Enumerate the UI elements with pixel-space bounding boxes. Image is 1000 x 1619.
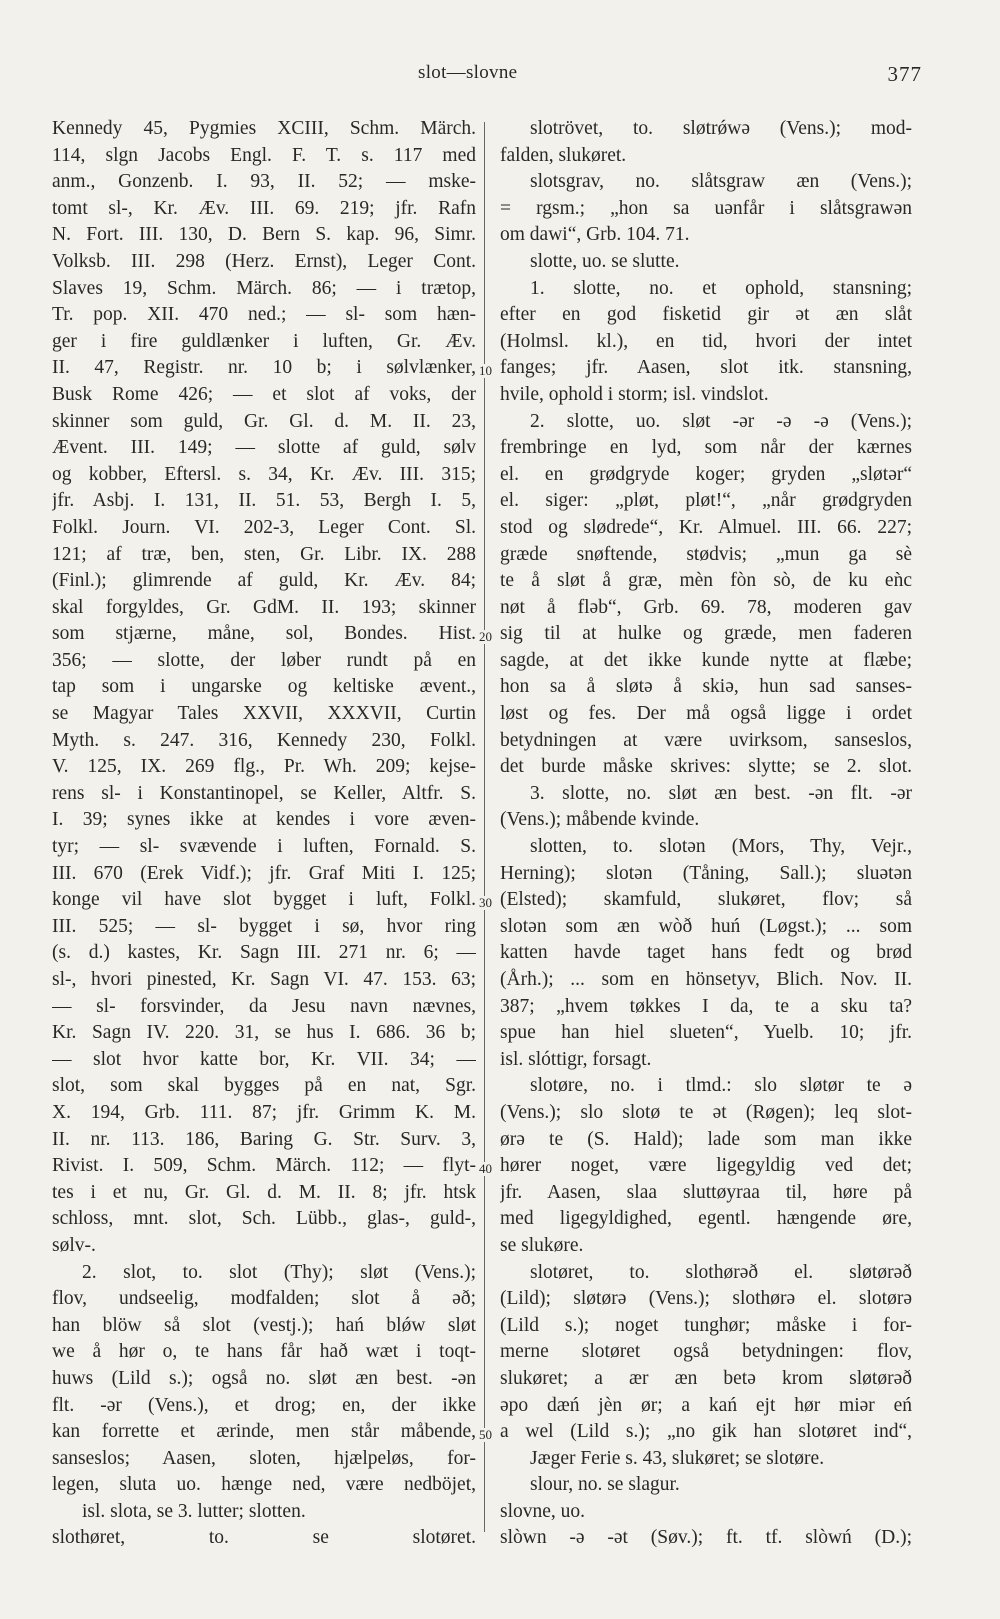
- left-column-line: kan forrette et ærinde, men står måbende,: [52, 1421, 476, 1443]
- right-column-line: Herning); slotən (Tåning, Sall.); sluətən: [500, 862, 912, 884]
- right-column-line: efter en god fisketid gir ət æn slåt: [500, 304, 912, 326]
- right-column-line: (Årh.); ... som en hönsetyv, Blich. Nov. II.: [500, 969, 912, 990]
- left-column-line: schloss, mnt. slot, Sch. Lübb., glas-, guld-,: [52, 1208, 476, 1230]
- left-column-line: rens sl- i Konstantinopel, se Keller, Altfr. S.: [52, 782, 476, 804]
- left-column-line: V. 125, IX. 269 flg., Pr. Wh. 209; kejse-: [52, 756, 476, 778]
- right-column-line: med ligegyldighed, egentl. hængende øre,: [500, 1208, 912, 1230]
- right-column-line: 3. slotte, no. sløt æn best. -ən flt. -ər: [530, 782, 912, 804]
- line-number-30: 30: [479, 895, 492, 910]
- left-column-line: N. Fort. III. 130, D. Bern S. kap. 96, Simr.: [52, 224, 476, 246]
- left-column-line: huws (Lild s.); også no. sløt æn best. -ən: [52, 1367, 476, 1389]
- right-column-line: ørə te (S. Hald); lade som man ikke: [500, 1128, 912, 1150]
- right-column-line: el. siger: „pløt, pløt!“, „når grødgryden: [500, 490, 912, 512]
- right-column-line: te å sløt å græ, mèn fòn sò, de ku eǹc: [500, 570, 912, 592]
- right-column-line: (Holmsl. kl.), en tid, hvori der intet: [500, 330, 912, 352]
- left-column-line: Tr. pop. XII. 470 ned.; — sl- som hæn-: [52, 304, 476, 326]
- left-column-line: Rivist. I. 509, Schm. Märch. 112; — flyt-: [52, 1155, 476, 1177]
- left-column-line: Slaves 19, Schm. Märch. 86; — i trætop,: [52, 277, 476, 299]
- left-column-line: som stjærne, måne, sol, Bondes. Hist.: [52, 623, 476, 645]
- right-column-line: sig til at hulke og græde, men faderen: [500, 623, 912, 645]
- right-column-line: fanges; jfr. Aasen, slot itk. stansning,: [500, 357, 912, 379]
- right-column-line: slotøret, to. slothørəð el. sløtørəð: [530, 1261, 912, 1283]
- right-column-line: 387; „hvem tøkkes I da, te a sku ta?: [500, 995, 912, 1017]
- right-column-line: slòwn -ə -ət (Søv.); ft. tf. slòwń (D.);: [500, 1527, 912, 1549]
- left-column-line: tap som i ungarske og keltiske ævent.,: [52, 676, 476, 698]
- right-column-line: (Lild); sløtørə (Vens.); slothørə el. slotørə: [500, 1288, 912, 1310]
- left-column-line: flt. -ər (Vens.), et drog; en, der ikke: [52, 1394, 476, 1416]
- right-column-line: hvile, ophold i storm; isl. vindslot.: [500, 383, 769, 405]
- right-column-line: katten havde taget hans fedt og brød: [500, 942, 912, 964]
- left-column-line: I. 39; synes ikke at kendes i vore æven-: [52, 809, 476, 831]
- right-column-line: om dawi“, Grb. 104. 71.: [500, 224, 690, 246]
- right-column-line: = rgsm.; „hon sa uənfår i slåtsgrawən: [500, 197, 912, 219]
- right-column-line: græde snøftende, stødvis; „mun ga sè: [500, 543, 912, 565]
- line-number-20: 20: [479, 629, 492, 644]
- line-number-10: 10: [479, 363, 492, 378]
- left-column-line: slothøret, to. se slotøret.: [52, 1527, 476, 1549]
- left-column-line: Volksb. III. 298 (Herz. Ernst), Leger Cont.: [52, 250, 476, 272]
- left-column-line: og kobber, Eftersl. s. 34, Kr. Æv. III. 315;: [52, 463, 476, 485]
- left-column-line: konge vil have slot bygget i luft, Folkl.: [52, 889, 476, 911]
- line-number-50: 50: [479, 1427, 492, 1442]
- left-column-line: — slot hvor katte bor, Kr. VII. 34; —: [52, 1048, 476, 1070]
- right-column-line: jfr. Aasen, slaa sluttøyraa til, høre på: [500, 1181, 912, 1203]
- left-column-line: sølv-.: [52, 1234, 96, 1256]
- right-column-line: (Vens.); slo slotø te ət (Røgen); leq slot-: [500, 1101, 912, 1123]
- left-column-line: X. 194, Grb. 111. 87; jfr. Grimm K. M.: [52, 1101, 476, 1123]
- left-column-line: — sl- forsvinder, da Jesu navn nævnes,: [52, 995, 476, 1017]
- right-column-line: a wel (Lild s.); „no gik han slotøret ind“,: [500, 1421, 912, 1443]
- left-column-line: 121; af træ, ben, sten, Gr. Libr. IX. 288: [52, 543, 476, 565]
- page-number: 377: [887, 62, 922, 86]
- left-column-line: jfr. Asbj. I. 131, II. 51. 53, Bergh I. 5,: [52, 490, 476, 512]
- right-column-line: nøt å fləb“, Grb. 69. 78, moderen gav: [500, 596, 912, 618]
- left-column-line: flov, undseelig, modfalden; slot å əð;: [52, 1288, 476, 1310]
- right-column-line: det burde måske skrives: slytte; se 2. slot.: [500, 756, 912, 778]
- left-column-line: Kennedy 45, Pygmies XCIII, Schm. Märch.: [52, 118, 476, 139]
- right-column-line: el. en grødgryde koger; gryden „sløtər“: [500, 463, 912, 485]
- running-head: slot—slovne: [418, 62, 518, 83]
- right-column-line: slotrövet, to. sløtrǿwə (Vens.); mod-: [530, 118, 912, 139]
- left-column-line: sl-, hvori pinested, Kr. Sagn VI. 47. 153. 63;: [52, 969, 476, 990]
- left-column-line: sanseslos; Aasen, sloten, hjælpeløs, for-: [52, 1447, 476, 1469]
- left-column-line: skal forgyldes, Gr. GdM. II. 193; skinner: [52, 596, 476, 618]
- right-column-line: slovne, uo.: [500, 1500, 586, 1522]
- right-column-line: slotte, uo. se slutte.: [530, 250, 680, 272]
- right-column-line: slotən som æn wòð huń (Løgst.); ... som: [500, 915, 912, 937]
- left-column-line: (Finl.); glimrende af guld, Kr. Æv. 84;: [52, 570, 476, 592]
- right-column-line: stod og slødrede“, Kr. Almuel. III. 66. 227;: [500, 516, 912, 538]
- right-column-line: frembringe en lyd, som når der kærnes: [500, 437, 912, 459]
- right-column-line: falden, slukøret.: [500, 144, 627, 166]
- right-column-line: isl. slóttigr, forsagt.: [500, 1048, 652, 1070]
- column-divider: [484, 122, 485, 1532]
- left-column-line: anm., Gonzenb. I. 93, II. 52; — mske-: [52, 171, 476, 193]
- left-column-line: Myth. s. 247. 316, Kennedy 230, Folkl.: [52, 729, 476, 751]
- right-column-line: (Elsted); skamfuld, slukøret, flov; så: [500, 889, 912, 911]
- left-column-line: isl. slota, se 3. lutter; slotten.: [82, 1500, 306, 1522]
- right-column-line: slotsgrav, no. slåtsgraw æn (Vens.);: [530, 171, 912, 193]
- right-column-line: (Lild s.); noget tunghør; måske i for-: [500, 1314, 912, 1336]
- right-column: [500, 116, 912, 1552]
- line-number-40: 40: [479, 1161, 492, 1176]
- right-column-line: merne slotøret også betydningen: flov,: [500, 1341, 912, 1363]
- right-column-line: hon sa å sløtə å skiə, hun sad sanses-: [500, 676, 912, 698]
- left-column-line: Ævent. III. 149; — slotte af guld, sølv: [52, 437, 476, 459]
- left-column-line: III. 670 (Erek Vidf.); jfr. Graf Miti I. 125;: [52, 862, 476, 884]
- right-column-line: spue han hiel slueten“, Yuelb. 10; jfr.: [500, 1022, 912, 1044]
- right-column-line: sagde, at det ikke kunde nytte at flæbe;: [500, 649, 912, 671]
- right-column-line: 1. slotte, no. et ophold, stansning;: [530, 277, 912, 299]
- left-column-line: 2. slot, to. slot (Thy); sløt (Vens.);: [82, 1261, 476, 1283]
- right-column-line: slotten, to. slotən (Mors, Thy, Vejr.,: [530, 836, 912, 858]
- left-column-line: tyr; — sl- svævende i luften, Fornald. S.: [52, 836, 476, 858]
- left-column-line: 356; — slotte, der løber rundt på en: [52, 649, 476, 671]
- right-column-line: betydningen at være uvirksom, sanseslos,: [500, 729, 912, 751]
- left-column-line: slot, som skal bygges på en nat, Sgr.: [52, 1075, 476, 1097]
- left-column-line: II. 47, Registr. nr. 10 b; i sølvlænker,: [52, 357, 476, 379]
- left-column-line: skinner som guld, Gr. Gl. d. M. II. 23,: [52, 410, 476, 432]
- left-column-line: ger i fire guldlænker i luften, Gr. Æv.: [52, 330, 476, 352]
- right-column-line: 2. slotte, uo. sløt -ər -ə -ə (Vens.);: [530, 410, 912, 432]
- left-column: [52, 116, 476, 1552]
- right-column-line: se slukøre.: [500, 1234, 584, 1256]
- left-column-line: tomt sl-, Kr. Æv. III. 69. 219; jfr. Rafn: [52, 197, 476, 219]
- left-column-line: Busk Rome 426; — et slot af voks, der: [52, 383, 476, 405]
- left-column-line: Folkl. Journ. VI. 202-3, Leger Cont. Sl.: [52, 516, 476, 538]
- left-column-line: (s. d.) kastes, Kr. Sagn III. 271 nr. 6; —: [52, 942, 476, 964]
- left-column-line: se Magyar Tales XXVII, XXXVII, Curtin: [52, 703, 476, 725]
- right-column-line: hører noget, være ligegyldig ved det;: [500, 1155, 912, 1177]
- left-column-line: han blöw så slot (vestj.); hań blǿw sløt: [52, 1314, 476, 1336]
- right-column-line: Jæger Ferie s. 43, slukøret; se slotøre.: [530, 1447, 825, 1469]
- left-column-line: II. nr. 113. 186, Baring G. Str. Surv. 3,: [52, 1128, 476, 1150]
- right-column-line: slotøre, no. i tlmd.: slo sløtør te ə: [530, 1075, 912, 1097]
- left-column-line: Kr. Sagn IV. 220. 31, se hus I. 686. 36 b;: [52, 1022, 476, 1044]
- left-column-line: we å hør o, te hans får hað wæt i toqt-: [52, 1341, 476, 1363]
- left-column-line: III. 525; — sl- bygget i sø, hvor ring: [52, 915, 476, 937]
- right-column-line: slour, no. se slagur.: [530, 1474, 680, 1496]
- right-column-line: slukøret; a ær æn betə krom sløtørəð: [500, 1367, 912, 1389]
- right-column-line: (Vens.); måbende kvinde.: [500, 809, 700, 831]
- left-column-line: legen, sluta uo. hænge ned, være nedböjet,: [52, 1474, 476, 1496]
- left-column-line: tes i et nu, Gr. Gl. d. M. II. 8; jfr. htsk: [52, 1181, 476, 1203]
- right-column-line: əpo dæń jèn ør; a kań ejt hør miər eń: [500, 1394, 912, 1416]
- left-column-line: 114, slgn Jacobs Engl. F. T. s. 117 med: [52, 144, 476, 166]
- right-column-line: løst og fes. Der må også ligge i ordet: [500, 703, 912, 725]
